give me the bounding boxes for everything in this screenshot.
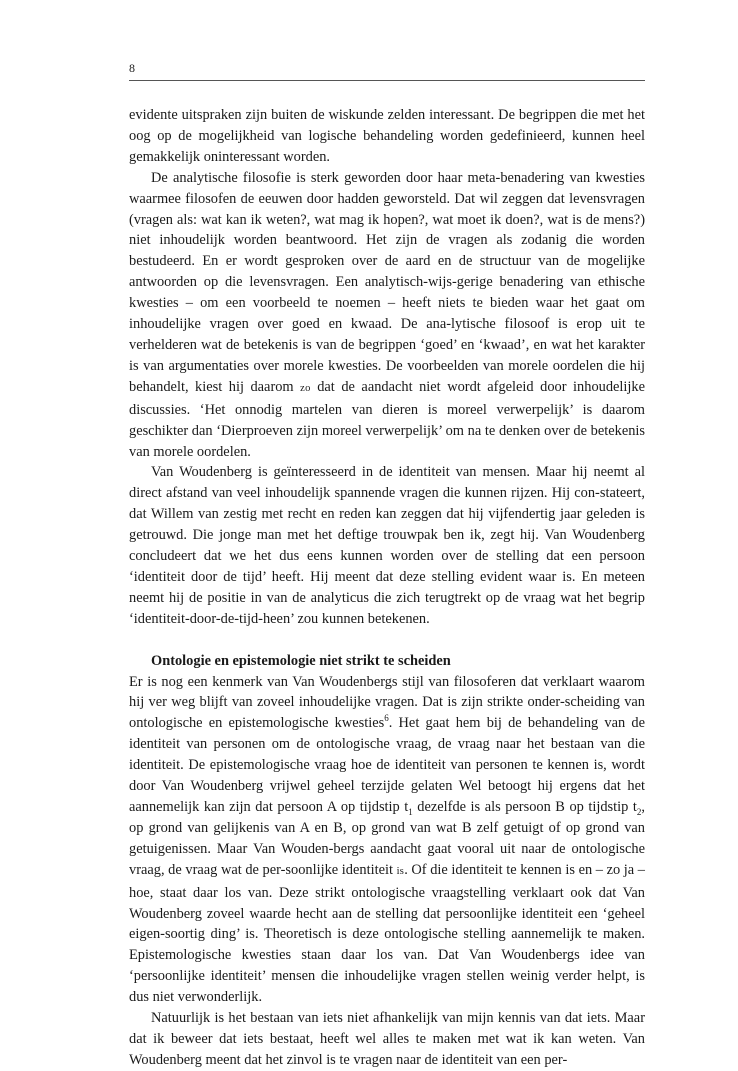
paragraph-text: . Of die identiteit te kennen is en – zo ja – hoe, staat daar los van. Deze strikt ontologische vraagstelling verklaart ook dat Van Woudenberg zoveel waarde hecht aan de stelling dat persoonlijke identiteit een ‘geheel eigen-soortig ding’ is. Theoretisch is deze ontologische stelling aannemelijk te maken. Epistemologische kwesties staan daar los van. Dat Van Woudenbergs idee van ‘persoonlijke identiteit’ mensen die inhoudelijke vragen stellen weinig verder helpt, is dus niet verwonderlijk. [129, 861, 645, 1006]
footnote-marker[interactable]: 6 [384, 713, 389, 724]
paragraph-existence-knowledge: Natuurlijk is het bestaan van iets niet afhankelijk van mijn kennis van dat iets. Maar dat ik beweer dat iets bestaat, heeft wel alles te maken met wat ik kan weten. Van Woudenberg meent dat het zinvol is te vragen naar de identiteit van een per- [129, 1010, 645, 1068]
page-number: 8 [129, 61, 135, 75]
section-heading: Ontologie en epistemologie niet strikt te scheiden [151, 652, 451, 669]
subscript: 2 [636, 806, 642, 817]
paragraph-text: , op grond van gelijkenis van A en B, op grond van wat B zelf getuigt of op grond van getuigenissen. Maar Van Wouden-bergs aandacht gaat vooral uit naar de ontologische vraag, de vraag wat de per-soonlijke identiteit [129, 799, 645, 878]
paragraph-continuation: evidente uitspraken zijn buiten de wiskunde zelden interessant. De begrippen die met het oog op de mogelijkheid van logische behandeling worden gedefinieerd, kunnen heel gemakkelijk oninteressant worden. [129, 107, 645, 165]
paragraph-text: De analytische filosofie is sterk geworden door haar meta-benadering van kwesties waarmee filosofen de eeuwen door hadden geworsteld. Dat wil zeggen dat levensvragen (vragen als: wat kan ik weten?, wat mag ik hopen?, wat moet ik doen?, wat is de mens?) niet inhoudelijk worden beantwoord. Het zijn de vragen als zodanig die worden bestudeerd. En er wordt gesproken over de aard en de structuur van de mogelijke antwoorden op die levensvragen. Een analytisch-wijs-gerige benadering van ethische kwesties – om een voorbeeld te noemen – heeft niets te bieden waar het gaat om inhoudelijke vragen over goed en kwaad. De ana-lytische filosoof is erop uit te verhelderen wat de betekenis is van de begrippen ‘goed’ en ‘kwaad’, en wat het karakter is van argumentaties over morele kwesties. De voorbeelden van morele oordelen die hij behandelt, kiest hij daarom [129, 169, 645, 395]
paragraph-ontology [129, 672, 645, 1009]
paragraph-text: dezelfde is als persoon B op tijdstip t [412, 799, 637, 815]
body-text [129, 105, 645, 1071]
small-caps-emphasis: zo [300, 382, 311, 394]
small-caps-emphasis: is [396, 865, 405, 877]
paragraph-van-woudenberg-identity: Van Woudenberg is geïnteresseerd in de identiteit van mensen. Maar hij neemt al direct afstand van veel inhoudelijk spannende vragen die kunnen rijzen. Hij con-stateert, dat Willem van zestig met recht en reden kan zeggen dat hij vijfendertig jaar geleden is getrouwd. Die jonge man met het deftige trouwpak ben ik, zegt hij. Van Woudenberg concludeert dat we het dus eens kunnen worden over de stelling dat een persoon ‘identiteit door de tijd’ heeft. Hij meent dat deze stelling evident waar is. En meteen neemt hij de positie in van de analyticus die zich terugtrekt op de vraag wat het begrip ‘identiteit-door-de-tijd-heen’ zou kunnen betekenen. [129, 464, 645, 627]
paragraph-text: dat de aandacht niet wordt afgeleid door inhoudelijke discussies. ‘Het onnodig martelen van dieren is moreel verwerpelijk’ is daarom geschikter dan ‘Dierproeven zijn moreel verwerpelijk’ om na te denken over de betekenis van morele oordelen. [129, 378, 645, 460]
running-header [129, 58, 645, 81]
paragraph-text: . Het gaat hem bij de behandeling van de identiteit van personen om de ontologische vraag, de vraag naar het bestaan van die identiteit. De epistemologische vraag hoe de identiteit van personen te kennen is, wordt door Van Woudenberg vrijwel geheel terzijde gelaten Wel betoogt hij ergens dat het aannemelijk kan zijn dat persoon A op tijdstip t [129, 715, 645, 815]
paragraph-text: Er is nog een kenmerk van Van Woudenbergs stijl van filosoferen dat verklaart waarom hij ver weg blijft van zoveel inhoudelijke vragen. Dat is zijn strikte onder-scheiding van ontologische en epistemologische kwesties [129, 673, 645, 732]
document-page [129, 58, 645, 1071]
paragraph-analytic-philosophy [129, 168, 645, 463]
subscript: 1 [408, 806, 413, 817]
